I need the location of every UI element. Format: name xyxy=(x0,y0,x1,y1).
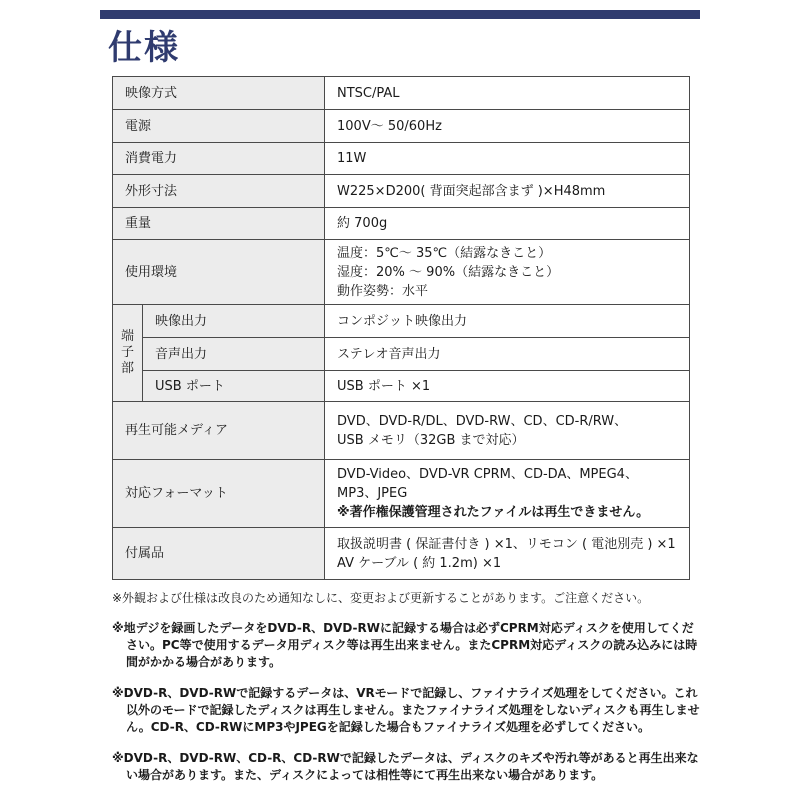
spec-row xyxy=(113,143,690,175)
spec-label: 映像方式 xyxy=(113,77,325,110)
spec-label: 使用環境 xyxy=(113,240,325,305)
spec-value: 取扱説明書 ( 保証書付き ) ×1、リモコン ( 電池別売 ) ×1 AV ケーブル ( 約 1.2m) ×1 xyxy=(325,528,690,580)
spec-value: 約 700g xyxy=(325,208,690,240)
spec-label: 映像出力 xyxy=(143,305,325,338)
spec-label: 消費電力 xyxy=(113,143,325,175)
spec-row xyxy=(113,338,690,371)
spec-row xyxy=(113,240,690,305)
spec-table xyxy=(112,76,690,580)
spec-value: W225×D200( 背面突起部含まず )×H48mm xyxy=(325,175,690,208)
note-text: ※地デジを録画したデータをDVD-R、DVD-RWに記録する場合は必ずCPRM対応ディスクを使用してください。PC等で使用するデータ用ディスク等は再生出来ません。またCPRM対応ディスクの読み込みには時間がかかる場合があります。 xyxy=(112,621,698,669)
spec-label: 対応フォーマット xyxy=(113,460,325,528)
spec-row xyxy=(113,460,690,528)
spec-label: USB ポート xyxy=(143,371,325,402)
spec-row xyxy=(113,175,690,208)
spec-value: DVD、DVD-R/DL、DVD-RW、CD、CD-R/RW、 USB メモリ（32GB まで対応） xyxy=(325,402,690,460)
note-text: ※DVD-R、DVD-RW、CD-R、CD-RWで記録したデータは、ディスクのキズや汚れ等があると再生出来ない場合があります。また、ディスクによっては相性等にて再生出来ない場合があります。 xyxy=(112,751,699,782)
spec-row xyxy=(113,528,690,580)
spec-row xyxy=(113,371,690,402)
note-text: ※外観および仕様は改良のため通知なしに、変更および更新することがあります。ご注意ください。 xyxy=(112,591,650,605)
note-text: ※DVD-R、DVD-RWで記録するデータは、VRモードで記録し、ファイナライズ処理をしてください。これ以外のモードで記録したディスクは再生しません。またファイナライズ処理をしないディスクも再生しません。CD-R、CD-RWにMP3やJPEGを記録した場合もファイナライズ処理を必ずしてください。 xyxy=(112,686,700,734)
spec-row xyxy=(113,208,690,240)
spec-label: 重量 xyxy=(113,208,325,240)
terminal-group-label: 端子部 xyxy=(113,305,143,402)
spec-value: 100V～ 50/60Hz xyxy=(325,110,690,143)
spec-value: 温度：5℃～ 35℃（結露なきこと） 湿度：20% ～ 90%（結露なきこと） 動作姿勢：水平 xyxy=(325,240,690,305)
header-bar xyxy=(100,10,700,19)
spec-row xyxy=(113,305,690,338)
spec-value: 11W xyxy=(325,143,690,175)
notes-section xyxy=(112,590,700,798)
spec-value: コンポジット映像出力 xyxy=(325,305,690,338)
spec-label: 電源 xyxy=(113,110,325,143)
spec-label: 付属品 xyxy=(113,528,325,580)
spec-value: DVD-Video、DVD-VR CPRM、CD-DA、MPEG4、 MP3、JPEG ※著作権保護管理されたファイルは再生できません。 xyxy=(325,460,690,528)
spec-label: 音声出力 xyxy=(143,338,325,371)
spec-value: NTSC/PAL xyxy=(325,77,690,110)
spec-label: 外形寸法 xyxy=(113,175,325,208)
spec-label: 再生可能メディア xyxy=(113,402,325,460)
spec-row xyxy=(113,402,690,460)
spec-row xyxy=(113,110,690,143)
spec-value: USB ポート ×1 xyxy=(325,371,690,402)
page-title: 仕様 xyxy=(108,28,180,68)
spec-row xyxy=(113,77,690,110)
spec-value: ステレオ音声出力 xyxy=(325,338,690,371)
